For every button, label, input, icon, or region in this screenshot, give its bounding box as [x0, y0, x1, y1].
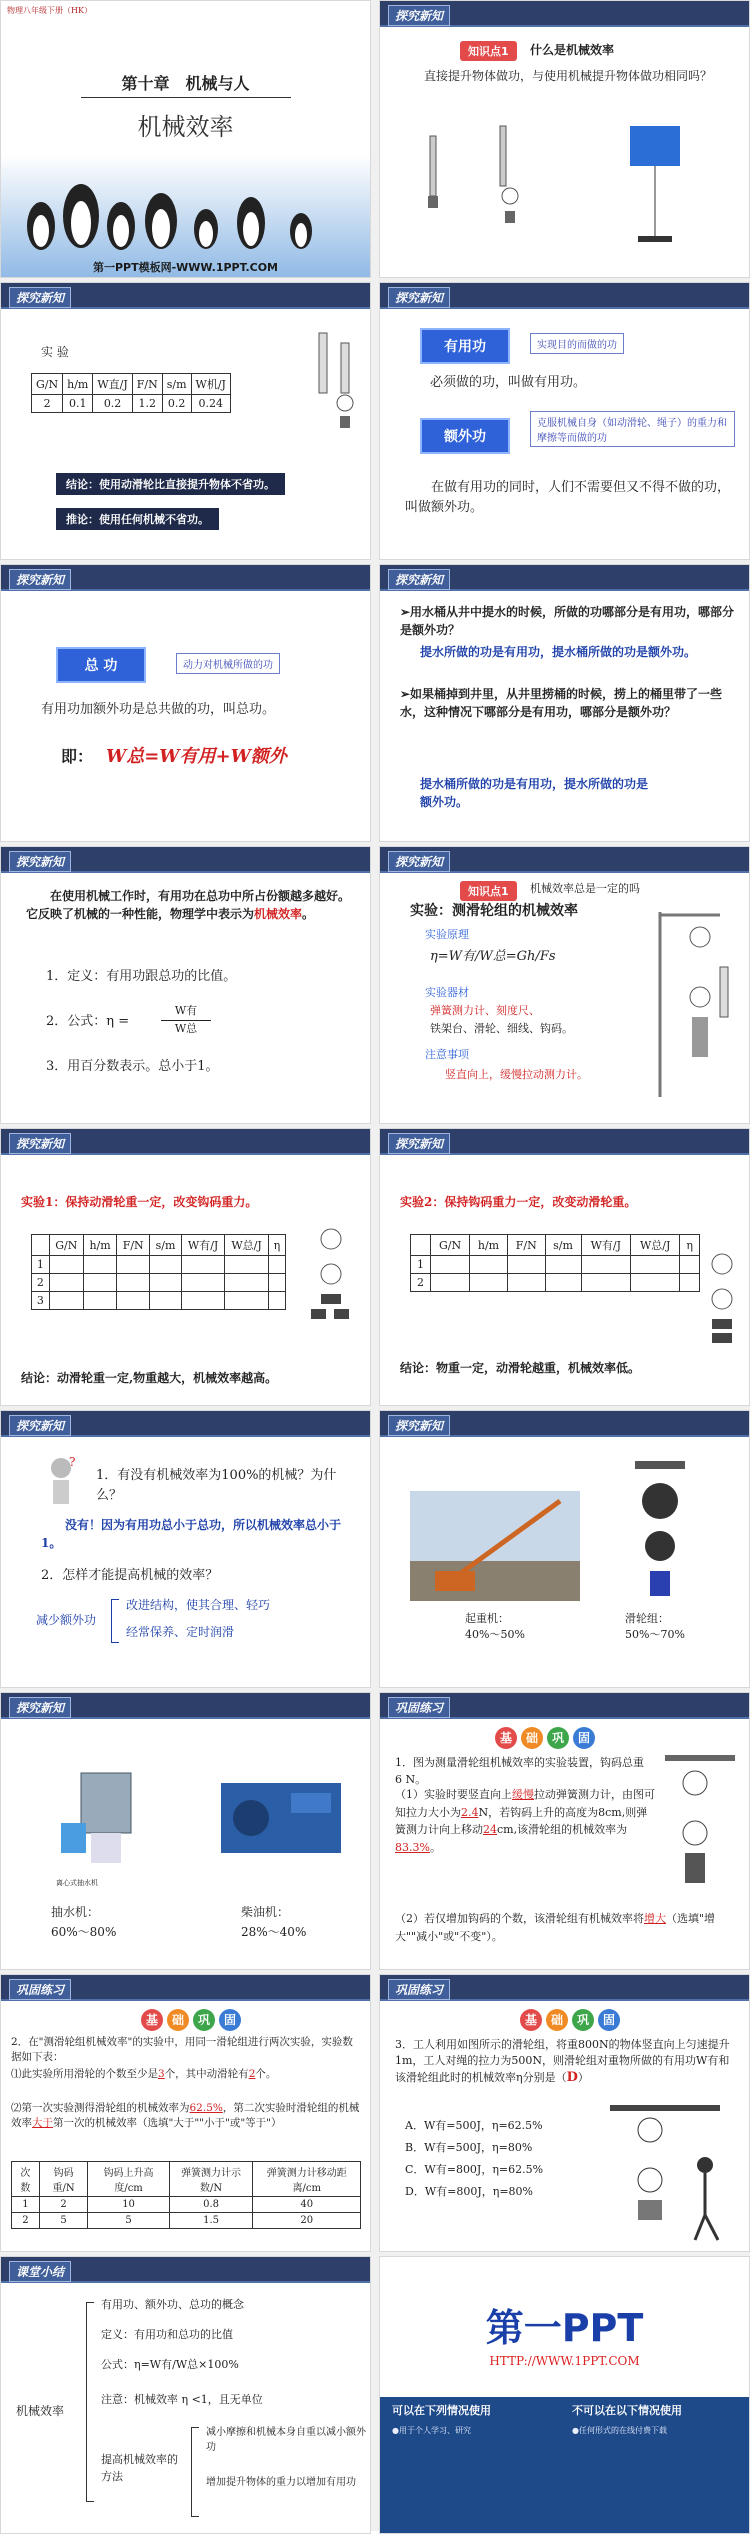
badge: 基 — [520, 2009, 542, 2031]
definition-line: 1．定义：有用功跟总功的比值。 — [46, 969, 237, 984]
answer-1: 提水所做的功是有用功，提水桶所做的功是额外功。 — [420, 645, 697, 659]
badge: 础 — [521, 1727, 543, 1749]
spring-scale-icon — [311, 328, 366, 438]
useful-work-def: 必须做的功，叫做有用功。 — [430, 375, 587, 390]
answer-1: 没有！因为有用功总小于总功，所以机械效率总小于1。 — [41, 1518, 342, 1550]
problem-1-part-1: （1）实验时要竖直向上缓慢拉动弹簧测力计，由图可知拉力大小为2.4N，若钩码上升的高度为8cm,则弹簧测力计向上移动24cm,该滑轮组的机械效率为83.3%。 — [395, 1788, 655, 1854]
cell — [150, 1292, 182, 1310]
slide-header: 探究新知 — [1, 1129, 370, 1155]
cell: 2 — [32, 395, 63, 413]
slide-header: 巩固练习 — [380, 1975, 749, 2001]
col-header: η — [680, 1235, 700, 1256]
cell: 1 — [12, 2197, 40, 2213]
slide-well-bucket — [379, 564, 750, 842]
cell: 1.5 — [169, 2213, 253, 2229]
slide-practice-2 — [0, 1974, 371, 2252]
cell — [83, 1274, 116, 1292]
cell — [470, 1256, 508, 1274]
pump-caption: 离心式抽水机 — [56, 1879, 98, 1887]
table-header-row — [12, 2162, 361, 2197]
col-header: η — [268, 1235, 285, 1256]
cell — [631, 1256, 680, 1274]
pulley-apparatus-icon — [410, 116, 720, 266]
cell: 2 — [411, 1274, 431, 1292]
brand-logo: 第一PPT — [485, 2306, 644, 2350]
cell — [117, 1292, 150, 1310]
cell — [680, 1256, 700, 1274]
experiment-2-title: 实验2：保持钩码重力一定，改变动滑轮重。 — [400, 1195, 637, 1209]
table-row — [32, 1256, 286, 1274]
principle-label: 实验原理 — [425, 928, 469, 941]
cell — [545, 1274, 581, 1292]
cell: 1.2 — [132, 395, 162, 413]
summary-subitem: 减小摩擦和机械本身自重以减小额外功 — [206, 2427, 366, 2453]
cell: 5 — [88, 2213, 169, 2229]
badge: 基 — [495, 1727, 517, 1749]
slide-measure-pulley — [379, 846, 750, 1124]
reduce-extra-label: 减少额外功 — [36, 1613, 97, 1627]
cell — [507, 1274, 545, 1292]
knowledge-pill: 知识点1 — [460, 881, 517, 901]
brand-url[interactable]: HTTP://WWW.1PPT.COM — [489, 2354, 640, 2368]
badge: 巩 — [547, 1727, 569, 1749]
col-header: G/N — [49, 1235, 83, 1256]
cell — [150, 1274, 182, 1292]
pulley-stand-icon — [650, 907, 740, 1107]
formula-prefix: 即： — [61, 747, 94, 766]
data-table — [410, 1234, 700, 1292]
cell — [181, 1256, 224, 1274]
cell — [631, 1274, 680, 1292]
col-header: 钩码上升高度/cm — [88, 2162, 169, 2197]
inference-bar: 推论：使用任何机械不省功。 — [56, 508, 219, 530]
cell: 0.2 — [162, 395, 191, 413]
slide-title — [0, 0, 371, 278]
divider — [81, 97, 291, 98]
slide-think — [0, 1410, 371, 1688]
slide-brand — [379, 2256, 750, 2534]
footer-brand: 第一PPT模板网-WWW.1PPT.COM — [92, 261, 279, 274]
experiment-label: 实 验 — [41, 345, 69, 359]
engine-efficiency: 28%～40% — [241, 1925, 307, 1939]
col-header: F/N — [117, 1235, 150, 1256]
slide-header: 探究新知 — [1, 1693, 370, 1719]
data-table — [31, 373, 231, 413]
cell: 0.8 — [169, 2197, 253, 2213]
cell — [181, 1292, 224, 1310]
cell — [268, 1256, 285, 1274]
cell — [150, 1256, 182, 1274]
summary-item: 有用功、额外功、总功的概念 — [101, 2298, 244, 2311]
col-header: s/m — [545, 1235, 581, 1256]
slide-header: 巩固练习 — [380, 1693, 749, 1719]
book-tag: 物理八年级下册（HK） — [7, 6, 92, 15]
slide-header: 探究新知 — [1, 847, 370, 873]
pulley-label: 滑轮组： — [625, 1612, 669, 1625]
badge: 基 — [141, 2009, 163, 2031]
summary-item: 公式：η=W有/W总×100% — [101, 2358, 239, 2371]
worker-pulley-icon — [610, 2105, 740, 2245]
slide-experiment-1 — [0, 1128, 371, 1406]
slide-header: 探究新知 — [1, 283, 370, 309]
col-header: h/m — [83, 1235, 116, 1256]
option[interactable]: D．W有=800J，η=80% — [405, 2185, 534, 2198]
cell — [268, 1274, 285, 1292]
brace — [111, 1599, 119, 1643]
col-header: 弹簧测力计示数/N — [169, 2162, 253, 2197]
col-header: W有/J — [181, 1235, 224, 1256]
pump-efficiency: 60%～80% — [51, 1925, 117, 1939]
cell — [32, 1235, 50, 1256]
knowledge-pill: 知识点1 — [460, 41, 517, 61]
slide-practice-1 — [379, 1692, 750, 1970]
problem-2: 2．在"测滑轮组机械效率"的实验中，用同一滑轮组进行两次实验，实验数据如下表： — [11, 2036, 353, 2064]
badge: 巩 — [572, 2009, 594, 2031]
cell: 2 — [39, 2197, 88, 2213]
badge: 巩 — [193, 2009, 215, 2031]
cell: 1 — [32, 1256, 50, 1274]
pulley-setup-icon — [665, 1753, 735, 1903]
summary-root: 机械效率 — [16, 2404, 65, 2418]
experiment-title: 实验：测滑轮组的机械效率 — [410, 903, 578, 919]
svg-text:?: ? — [69, 1456, 76, 1469]
col-header: G/N — [32, 374, 63, 395]
badge: 固 — [573, 1727, 595, 1749]
table-header-row — [411, 1235, 700, 1256]
cell: 2 — [32, 1274, 50, 1292]
badge-row — [520, 2009, 620, 2031]
cell — [411, 1235, 431, 1256]
slide-header: 探究新知 — [380, 565, 749, 591]
answer-2: 提水桶所做的功是有用功，提水所做的功是额外功。 — [420, 777, 649, 809]
useful-work-box: 有用功 — [420, 328, 510, 364]
summary-subitem: 增加提升物体的重力以增加有用功 — [206, 2477, 356, 2488]
extra-work-box: 额外功 — [420, 418, 510, 454]
options-list — [405, 2115, 543, 2203]
cell: 2 — [12, 2213, 40, 2229]
badge: 础 — [546, 2009, 568, 2031]
slide-crane-pulley — [379, 1410, 750, 1688]
pulley-block-icon — [625, 1456, 695, 1606]
summary-item: 提高机械效率的方法 — [101, 2453, 178, 2483]
cell — [49, 1292, 83, 1310]
table-row — [32, 395, 231, 413]
slide-summary — [0, 2256, 371, 2534]
cell: 0.1 — [63, 395, 93, 413]
cell: 5 — [39, 2213, 88, 2229]
formula-label: 2．公式：η = — [46, 1014, 130, 1029]
notes-label: 注意事项 — [425, 1048, 469, 1061]
slide-practice-3 — [379, 1974, 750, 2252]
conclusion-text: 结论：动滑轮重一定,物重越大，机械效率越高。 — [21, 1371, 278, 1385]
table-row — [12, 2197, 361, 2213]
total-work-note: 动力对机械所做的功 — [176, 653, 280, 674]
slide-header: 探究新知 — [380, 1411, 749, 1437]
slide-total-work — [0, 564, 371, 842]
table-row — [32, 1292, 286, 1310]
cell — [49, 1256, 83, 1274]
badge-row — [141, 2009, 241, 2031]
cell: 10 — [88, 2197, 169, 2213]
disallowed-item: ●任何形式的在线付费下载 — [572, 2426, 667, 2435]
table-header-row — [32, 374, 231, 395]
extra-work-note: 克服机械自身（如动滑轮、绳子）的重力和摩擦等而做的功 — [530, 411, 735, 447]
engine-label: 柴油机： — [241, 1905, 290, 1919]
water-pump-icon — [51, 1763, 151, 1873]
cell — [83, 1292, 116, 1310]
total-work-formula: W总=W有用+W额外 — [106, 746, 287, 767]
col-header: G/N — [431, 1235, 470, 1256]
question-2: ➢如果桶掉到井里，从井里捞桶的时候，捞上的桶里带了一些水，这种情况下哪部分是有用功，哪部分是额外功？ — [400, 687, 723, 719]
problem-2-part-1: ⑴此实验所用滑轮的个数至少是3个，其中动滑轮有2个。 — [11, 2068, 277, 2080]
slide-experiment-2 — [379, 1128, 750, 1406]
col-header: h/m — [470, 1235, 508, 1256]
col-header: 弹簧测力计移动距离/cm — [253, 2162, 361, 2197]
cell — [117, 1256, 150, 1274]
experiment-1-title: 实验1：保持动滑轮重一定，改变钩码重力。 — [21, 1195, 258, 1209]
slide-experiment — [0, 282, 371, 560]
slide-header: 课堂小结 — [1, 2257, 370, 2283]
slide-what-is-efficiency — [379, 0, 750, 278]
problem-1-part-2: （2）若仅增加钩码的个数，该滑轮组有机械效率将增大（选填"增大""减小"或"不变"）。 — [395, 1912, 716, 1943]
col-header: s/m — [150, 1235, 182, 1256]
option[interactable]: A．W有=500J，η=62.5% — [405, 2119, 543, 2132]
pulley-weights-icon — [700, 1249, 745, 1369]
data-table — [11, 2161, 361, 2229]
slide-pump-engine — [0, 1692, 371, 1970]
col-header: s/m — [162, 374, 191, 395]
brace — [191, 2427, 199, 2517]
equipment-label: 实验器材 — [425, 986, 469, 999]
badge: 固 — [219, 2009, 241, 2031]
slide-header: 探究新知 — [380, 1129, 749, 1155]
cell: 1 — [411, 1256, 431, 1274]
badge: 固 — [598, 2009, 620, 2031]
cell — [225, 1256, 268, 1274]
conclusion-bar: 结论：使用动滑轮比直接提升物体不省功。 — [56, 473, 285, 495]
cell — [83, 1256, 116, 1274]
method-2: 经常保养、定时润滑 — [126, 1625, 235, 1639]
method-1: 改进结构，使其合理、轻巧 — [126, 1598, 271, 1612]
pulley-efficiency: 50%～70% — [625, 1628, 685, 1641]
equipment-2: 铁架台、滑轮、细线、钩码。 — [430, 1022, 573, 1035]
question-text: 直接提升物体做功，与使用机械提升物体做功相同吗？ — [424, 69, 713, 83]
allowed-item: ●用于个人学习、研究 — [392, 2426, 471, 2435]
formula-fraction: W有 W总 — [161, 1003, 211, 1037]
total-work-box: 总 功 — [56, 647, 146, 683]
cell — [470, 1274, 508, 1292]
slide-header: 探究新知 — [1, 1411, 370, 1437]
slide-useful-extra-work — [379, 282, 750, 560]
crane-label: 起重机： — [465, 1612, 509, 1625]
problem-1: 1．图为测量滑轮组机械效率的实验装置，钩码总重6 N。 — [395, 1756, 644, 1786]
extra-work-def: 在做有用功的同时，人们不需要但又不得不做的功，叫做额外功。 — [405, 480, 731, 515]
table-header-row — [32, 1235, 286, 1256]
cell — [680, 1274, 700, 1292]
slide-definition — [0, 846, 371, 1124]
notes-text: 竖直向上，缓慢拉动测力计。 — [445, 1068, 588, 1081]
cell: 20 — [253, 2213, 361, 2229]
cell — [507, 1256, 545, 1274]
pill-text: 机械效率总是一定的吗 — [530, 882, 640, 895]
cell: 0.2 — [93, 395, 132, 413]
disallowed-heading: 不可以在以下情况使用 — [572, 2404, 682, 2417]
brace — [86, 2302, 94, 2502]
allowed-heading: 可以在下列情况使用 — [392, 2404, 491, 2417]
col-header: W直/J — [93, 374, 132, 395]
slide-header: 巩固练习 — [1, 1975, 370, 2001]
problem-2-part-2: ⑵第一次实验测得滑轮组的机械效率为62.5%，第二次实验时滑轮组的机械效率大于第一次的机械效率（选填"大于""小于"或"等于"） — [11, 2102, 360, 2130]
col-header: W有/J — [581, 1235, 630, 1256]
table-row — [411, 1256, 700, 1274]
cell — [545, 1256, 581, 1274]
chapter-title: 第十章 机械与人 — [121, 74, 250, 93]
intro-text: 在使用机械工作时，有用功在总功中所占份额越多越好。它反映了机械的一种性能，物理学中表示为机械效率。 — [26, 889, 351, 921]
cell — [268, 1292, 285, 1310]
cell: 0.24 — [191, 395, 230, 413]
slide-header: 探究新知 — [380, 847, 749, 873]
pulley-weights-icon — [306, 1224, 356, 1334]
table-row — [12, 2213, 361, 2229]
cell — [431, 1274, 470, 1292]
question-2: 2．怎样才能提高机械的效率？ — [41, 1568, 219, 1583]
cell — [225, 1292, 268, 1310]
total-work-def: 有用功加额外功是总共做的功，叫总功。 — [41, 702, 276, 717]
cell — [431, 1256, 470, 1274]
summary-item: 注意：机械效率 η <1，且无单位 — [101, 2393, 263, 2406]
useful-work-note: 实现目的而做的功 — [530, 333, 624, 354]
cell — [225, 1274, 268, 1292]
cell: 40 — [253, 2197, 361, 2213]
slide-header: 探究新知 — [380, 283, 749, 309]
cell — [581, 1274, 630, 1292]
cell — [181, 1274, 224, 1292]
col-header: W机/J — [191, 374, 230, 395]
table-row — [32, 1274, 286, 1292]
cell — [117, 1274, 150, 1292]
summary-item: 定义：有用功和总功的比值 — [101, 2328, 233, 2341]
slide-header: 探究新知 — [1, 565, 370, 591]
col-header: F/N — [132, 374, 162, 395]
thinking-figure-icon — [41, 1456, 81, 1506]
pump-label: 抽水机： — [51, 1905, 100, 1919]
cell — [581, 1256, 630, 1274]
option[interactable]: C．W有=800J，η=62.5% — [405, 2163, 544, 2176]
col-header: W总/J — [225, 1235, 268, 1256]
page-title: 机械效率 — [137, 113, 234, 141]
col-header: h/m — [63, 374, 93, 395]
badge: 础 — [167, 2009, 189, 2031]
badge-row — [495, 1727, 595, 1749]
col-header: F/N — [507, 1235, 545, 1256]
conclusion-text: 结论：物重一定，动滑轮越重，机械效率低。 — [400, 1361, 641, 1375]
penguins-icon — [1, 171, 371, 251]
option[interactable]: B．W有=500J，η=80% — [405, 2141, 533, 2154]
data-table — [31, 1234, 286, 1310]
crane-efficiency: 40%～50% — [465, 1628, 525, 1641]
cell: 3 — [32, 1292, 50, 1310]
section-heading: 什么是机械效率 — [530, 43, 615, 57]
question-1: 1．有没有机械效率为100%的机械？为什么？ — [96, 1468, 337, 1503]
problem-3: 3．工人利用如图所示的滑轮组，将重800N的物体竖直向上匀速提升1m，工人对绳的拉力为500N，则滑轮组对重物所做的有用功W有和该滑轮组此时的机械效率η分别是（D） — [395, 2038, 730, 2085]
principle-formula: η=W有/W总=Gh/Fs — [430, 949, 556, 964]
col-header: 钩码重/N — [39, 2162, 88, 2197]
question-1: ➢用水桶从井中提水的时候，所做的功哪部分是有用功，哪部分是额外功？ — [400, 605, 735, 637]
col-header: W总/J — [631, 1235, 680, 1256]
diesel-engine-icon — [211, 1763, 351, 1873]
slide-header: 探究新知 — [380, 1, 749, 27]
percentage-line: 3．用百分数表示。总小于1。 — [46, 1059, 219, 1074]
crane-photo-icon — [410, 1491, 580, 1601]
cell — [49, 1274, 83, 1292]
equipment-1: 弹簧测力计、刻度尺、 — [430, 1004, 540, 1017]
table-row — [411, 1274, 700, 1292]
col-header: 次数 — [12, 2162, 40, 2197]
